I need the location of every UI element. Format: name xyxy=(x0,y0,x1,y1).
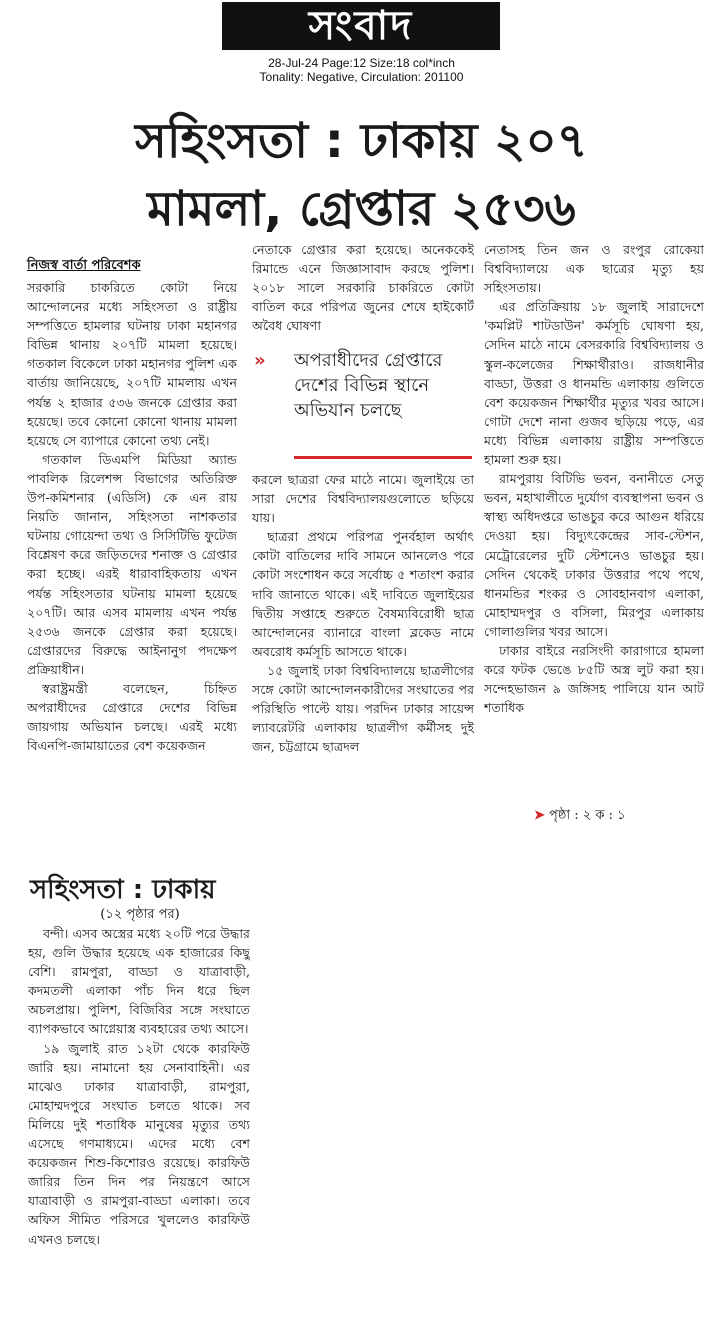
jump-headline: সহিংসতা : ঢাকায় xyxy=(30,875,216,905)
newspaper-masthead: সংবাদ xyxy=(222,2,500,50)
double-arrow-icon: » xyxy=(254,350,266,371)
article-column-2-bottom xyxy=(252,470,474,860)
headline-line-1: সহিংসতা : ঢাকায় ২০৭ xyxy=(135,113,588,169)
jump-column xyxy=(28,924,250,1304)
continuation-text: পৃষ্ঠা : ২ ক : ১ xyxy=(549,808,626,823)
paragraph: নেতাসহ তিন জন ও রংপুর রোকেয়া বিশ্ববিদ্যালয়ে এক ছাত্রের মৃত্যু হয় সহিংসতায়। xyxy=(484,242,704,296)
pull-quote-underline xyxy=(294,456,472,459)
paragraph: ঢাকার বাইরে নরসিংদী কারাগারে হামলা করে ফটক ভেঙে ৮৫টি অস্ত্র লুট করা হয়। সন্দেহভাজন ৯ জঙ্গিসহ পালিয়ে যান আট শতাধিক xyxy=(484,642,704,716)
clipping-meta-date: 28-Jul-24 Page:12 Size:18 col*inch xyxy=(268,56,455,70)
continuation-marker xyxy=(534,806,626,827)
paragraph: এর প্রতিক্রিয়ায় ১৮ জুলাই সারাদেশে 'কমপ্লিট শাটডাউন' কর্মসূচি ঘোষণা হয়, সেদিন মাঠে নামে বেসরকারি বিশ্ববিদ্যালয় ও স্কুল-কলেজের শিক্ষার্থীরাও। রাজধানীর বাড্ডা, উত্তরা ও ধানমন্ডি এলাকায় গুলিতে বেশ কয়েকজন শিক্ষার্থীর মৃত্যুর খবর আসে। গোটা দেশে নানা গুজব ছড়িয়ে পড়ে, এর মধ্যে বিভিন্ন এলাকায় রাষ্ট্রীয় সম্পত্তিতে হামলা শুরু হয়। xyxy=(484,299,704,468)
paragraph: স্বরাষ্ট্রমন্ত্রী বলেছেন, চিহ্নিত অপরাধীদের গ্রেপ্তারে দেশের বিভিন্ন জায়গায় অভিযান চলছে। এরই মধ্যে বিএনপি-জামায়াতের বেশ কয়েকজন xyxy=(27,680,237,754)
paragraph: ১৯ জুলাই রাত ১২টা থেকে কারফিউ জারি হয়। নামানো হয় সেনাবাহিনী। এর মাঝেও ঢাকার যাত্রাবাড়ী, রামপুরা, মোহাম্মদপুরে সংঘাত চলতে থাকে। সব মিলিয়ে দুই শতাধিক মানুষের মৃত্যুর তথ্য এসেছে গণমাধ্যমে। এদের মধ্যে বেশ কয়েকজন শিশু-কিশোরও রয়েছে। কারফিউ জারির তিন দিন পর নিয়ন্ত্রণে আসে যাত্রাবাড়ী ও রামপুরা-বাড্ডা এলাকা। তবে অফিস সীমিত পরিসরে খুললেও কারফিউ এখনও চলছে। xyxy=(28,1040,250,1247)
article-column-1 xyxy=(27,278,237,878)
paragraph: রামপুরায় বিটিভি ভবন, বনানীতে সেতু ভবন, মহাখালীতে দুর্যোগ ব্যবস্থাপনা ভবন ও স্বাস্থ্য অধিদপ্তরে ভাঙচুর করে আগুন ধরিয়ে দেওয়া হয়। বিদ্যুৎকেন্দ্রের সাব-স্টেশন, মেট্রোরেলের দুটি স্টেশনেও ভাঙচুর হয়। সেদিন থেকেই ঢাকার উত্তরার পথে পথে, ধানমন্ডির শংকর ও সোবহানবাগ এলাকা, মোহাম্মদপুর ও বসিলা, মিরপুর এলাকায় গোলাগুলির খবর আসে। xyxy=(484,471,704,639)
paragraph: করলে ছাত্ররা ফের মাঠে নামে। জুলাইয়ে তা সারা দেশের বিশ্ববিদ্যালয়গুলোতে ছড়িয়ে যায়। xyxy=(252,472,474,526)
pull-quote xyxy=(252,346,474,464)
paragraph: বন্দী। এসব অস্ত্রের মধ্যে ২০টি পরে উদ্ধার হয়, গুলি উদ্ধার হয়েছে এক হাজারের কিছু বেশি। রামপুরা, বাড্ডা ও যাত্রাবাড়ী, কদমতলী এলাকা পাঁচ দিন ধরে ছিল অচলপ্রায়। পুলিশ, বিজিবির সঙ্গে সংঘাতে ব্যাপকভাবে আগ্নেয়াস্ত্র ব্যবহারের তথ্য আসে। xyxy=(28,926,250,1037)
jump-from-label: (১২ পৃষ্ঠার পর) xyxy=(100,907,180,922)
pull-quote-text: অপরাধীদের গ্রেপ্তারে দেশের বিভিন্ন স্থানে অভিযান চলছে xyxy=(294,350,443,421)
paragraph: ১৫ জুলাই ঢাকা বিশ্ববিদ্যালয়ে ছাত্রলীগের সঙ্গে কোটা আন্দোলনকারীদের সংঘাতের পর পরিস্থিতি পাল্টে যায়। পরদিন ঢাকার সায়েন্স ল্যাবরেটরি এলাকায় ছাত্রলীগ কর্মীসহ দুই জন, চট্টগ্রামে ছাত্রদল xyxy=(252,662,474,755)
arrow-icon: ➤ xyxy=(534,808,545,823)
byline: নিজস্ব বার্তা পরিবেশক xyxy=(27,258,141,273)
paragraph: ছাত্ররা প্রথমে পরিপত্র পুনর্বহাল অর্থাৎ কোটা বাতিলের দাবি সামনে আনলেও পরে কোটা সংশোধন করে সর্বোচ্চ ৫ শতাংশ করার দাবি জানাতে থাকে। এই দাবিতে জুলাইয়ের দ্বিতীয় সপ্তাহে শুরুতে বৈষম্যবিরোধী ছাত্র আন্দোলনের ব্যানারে বাংলা ব্লকেড নামে অবরোধ কর্মসূচি আসতে থাকে। xyxy=(252,529,474,659)
paragraph: গতকাল ডিএমপি মিডিয়া অ্যান্ড পাবলিক রিলেশন্স বিভাগের অতিরিক্ত উপ-কমিশনার (এডিসি) কে এন রায় নিয়তি জানান, সহিংসতা নাশকতার ঘটনায় গোয়েন্দা তথ্য ও সিসিটিভি ফুটেজ বিশ্লেষণ করে জড়িতদের শনাক্ত ও গ্রেপ্তার করা হচ্ছে। এরই ধারাবাহিকতায় এখন পর্যন্ত সহিংসতার ঘটনায় মামলা হয়েছে ২০৭টি। আর এসব মামলায় এখন পর্যন্ত ২৫৩৬ জনকে গ্রেপ্তার করা হয়েছে। গ্রেপ্তারদের বিরুদ্ধে আইনানুগ পদক্ষেপ প্রক্রিয়াধীন। xyxy=(27,451,237,677)
paragraph: সরকারি চাকরিতে কোটা নিয়ে আন্দোলনের মধ্যে সহিংসতা ও রাষ্ট্রীয় সম্পত্তিতে হামলার ঘটনায় ঢাকা মহানগর বিভিন্ন থানায় ২০৭টি মামলা হয়েছে। গতকাল বিকেলে ঢাকা মহানগর পুলিশ এক বার্তায় জানিয়েছে, ২০৭টি মামলায় এখন পর্যন্ত ২ হাজার ৫৩৬ জনকে গ্রেপ্তার করা হয়েছে। তবে কোনো কোনো থানায় মামলা হয়েছে সে ব্যাপারে কোনো তথ্য নেই। xyxy=(27,280,237,448)
article-column-2-top xyxy=(252,240,474,340)
paragraph: নেতাকে গ্রেপ্তার করা হয়েছে। অনেককেই রিমান্ডে এনে জিজ্ঞাসাবাদ করছে পুলিশ। ২০১৮ সালে সরকারি চাকরিতে কোটা বাতিল করে পরিপত্র জুনের শেষে হাইকোর্ট অবৈধ ঘোষণা xyxy=(252,242,474,334)
article-column-3 xyxy=(484,240,704,840)
clipping-meta-tonality: Tonality: Negative, Circulation: 201100 xyxy=(259,70,464,84)
headline-line-2: মামলা, গ্রেপ্তার ২৫৩৬ xyxy=(147,181,576,237)
